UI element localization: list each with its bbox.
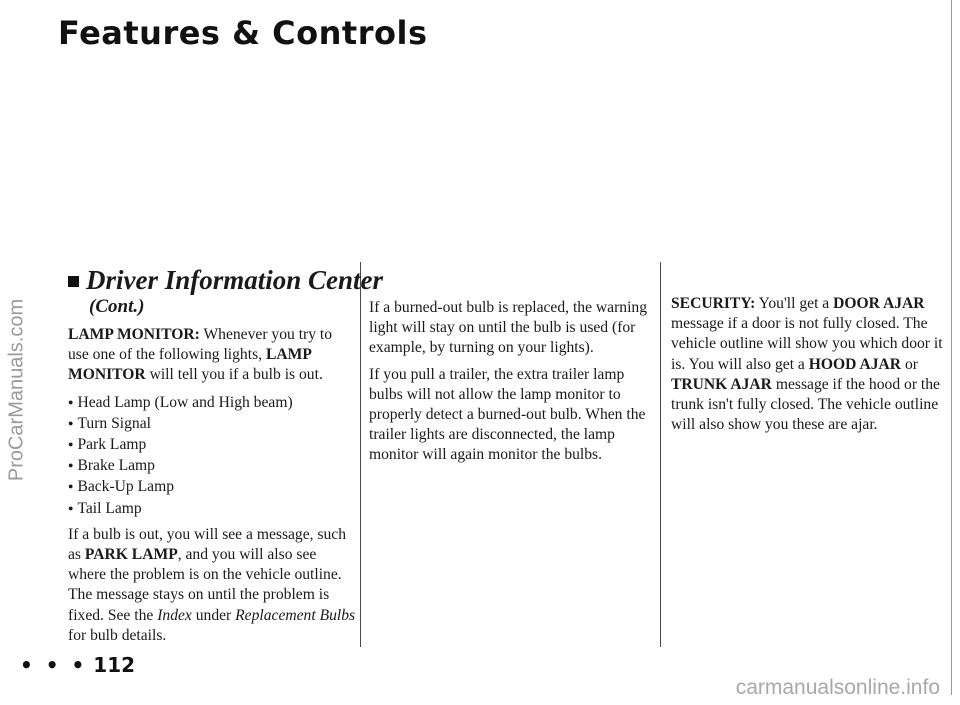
section-subtitle: (Cont.)	[89, 296, 145, 317]
hood-ajar-message: HOOD AJAR	[808, 355, 902, 373]
column-right	[671, 294, 953, 441]
square-bullet-icon	[68, 276, 79, 287]
column-divider-2	[660, 262, 661, 647]
lamp-monitor-label: LAMP MONITOR:	[68, 326, 200, 343]
column-left	[68, 265, 384, 652]
bulb-replaced-paragraph: If a burned-out bulb is replaced, the warning light will stay on until the bulb is used (for example, by turning on your lights).	[369, 299, 647, 357]
list-item: ● Tail Lamp	[68, 498, 356, 519]
page-number: 112	[93, 653, 136, 677]
trunk-ajar-message: TRUNK AJAR	[671, 375, 772, 393]
list-item: ● Back-Up Lamp	[68, 476, 356, 497]
list-item: ● Park Lamp	[68, 434, 356, 455]
footer-dots: • • •	[20, 653, 88, 677]
side-watermark	[2, 150, 32, 630]
lamp-monitor-label-2: LAMP MONITOR	[68, 346, 311, 384]
door-ajar-message: DOOR AJAR	[833, 295, 925, 312]
bottom-watermark: carmanualsonline.info	[735, 676, 940, 699]
security-paragraph: SECURITY: You'll get a DOOR AJAR message if a door is not fully closed. The vehicle outline will show you which door it is. You will also get a HOOD AJAR or TRUNK AJAR message if the hood or the trunk isn't fully closed. The vehicle outline will also show you these are ajar.	[671, 295, 943, 434]
lamp-monitor-paragraph: LAMP MONITOR: Whenever you try to use one of the following lights, LAMP MONITOR will tell you if a bulb is out.	[68, 326, 333, 384]
section-title: Driver Information Center	[68, 265, 356, 295]
park-lamp-message: PARK LAMP	[84, 546, 178, 564]
security-label: SECURITY:	[671, 295, 756, 312]
side-watermark-text: ProCarManuals.com	[5, 298, 28, 482]
list-item: ● Head Lamp (Low and High beam)	[68, 392, 356, 413]
trailer-paragraph: If you pull a trailer, the extra trailer lamp bulbs will not allow the lamp monitor to properly detect a burned-out bulb. When the trailer lights are disconnected, the lamp monitor will again monitor the bulbs.	[369, 365, 646, 464]
list-item: ● Turn Signal	[68, 413, 356, 434]
column-middle	[369, 298, 651, 472]
list-item: ● Brake Lamp	[68, 455, 356, 476]
index-reference: Index	[157, 606, 192, 624]
lamp-list	[68, 392, 356, 519]
page-footer	[20, 653, 135, 677]
column-divider-1	[360, 262, 361, 647]
page-header-title: Features & Controls	[58, 14, 428, 52]
bulb-message-paragraph: If a bulb is out, you will see a message, such as PARK LAMP, and you will also see where the problem is on the vehicle outline. The message stays on until the problem is fixed. See the Index under Replacement Bulbs for bulb details.	[68, 525, 356, 644]
replacement-bulbs-reference: Replacement Bulbs	[235, 606, 356, 624]
